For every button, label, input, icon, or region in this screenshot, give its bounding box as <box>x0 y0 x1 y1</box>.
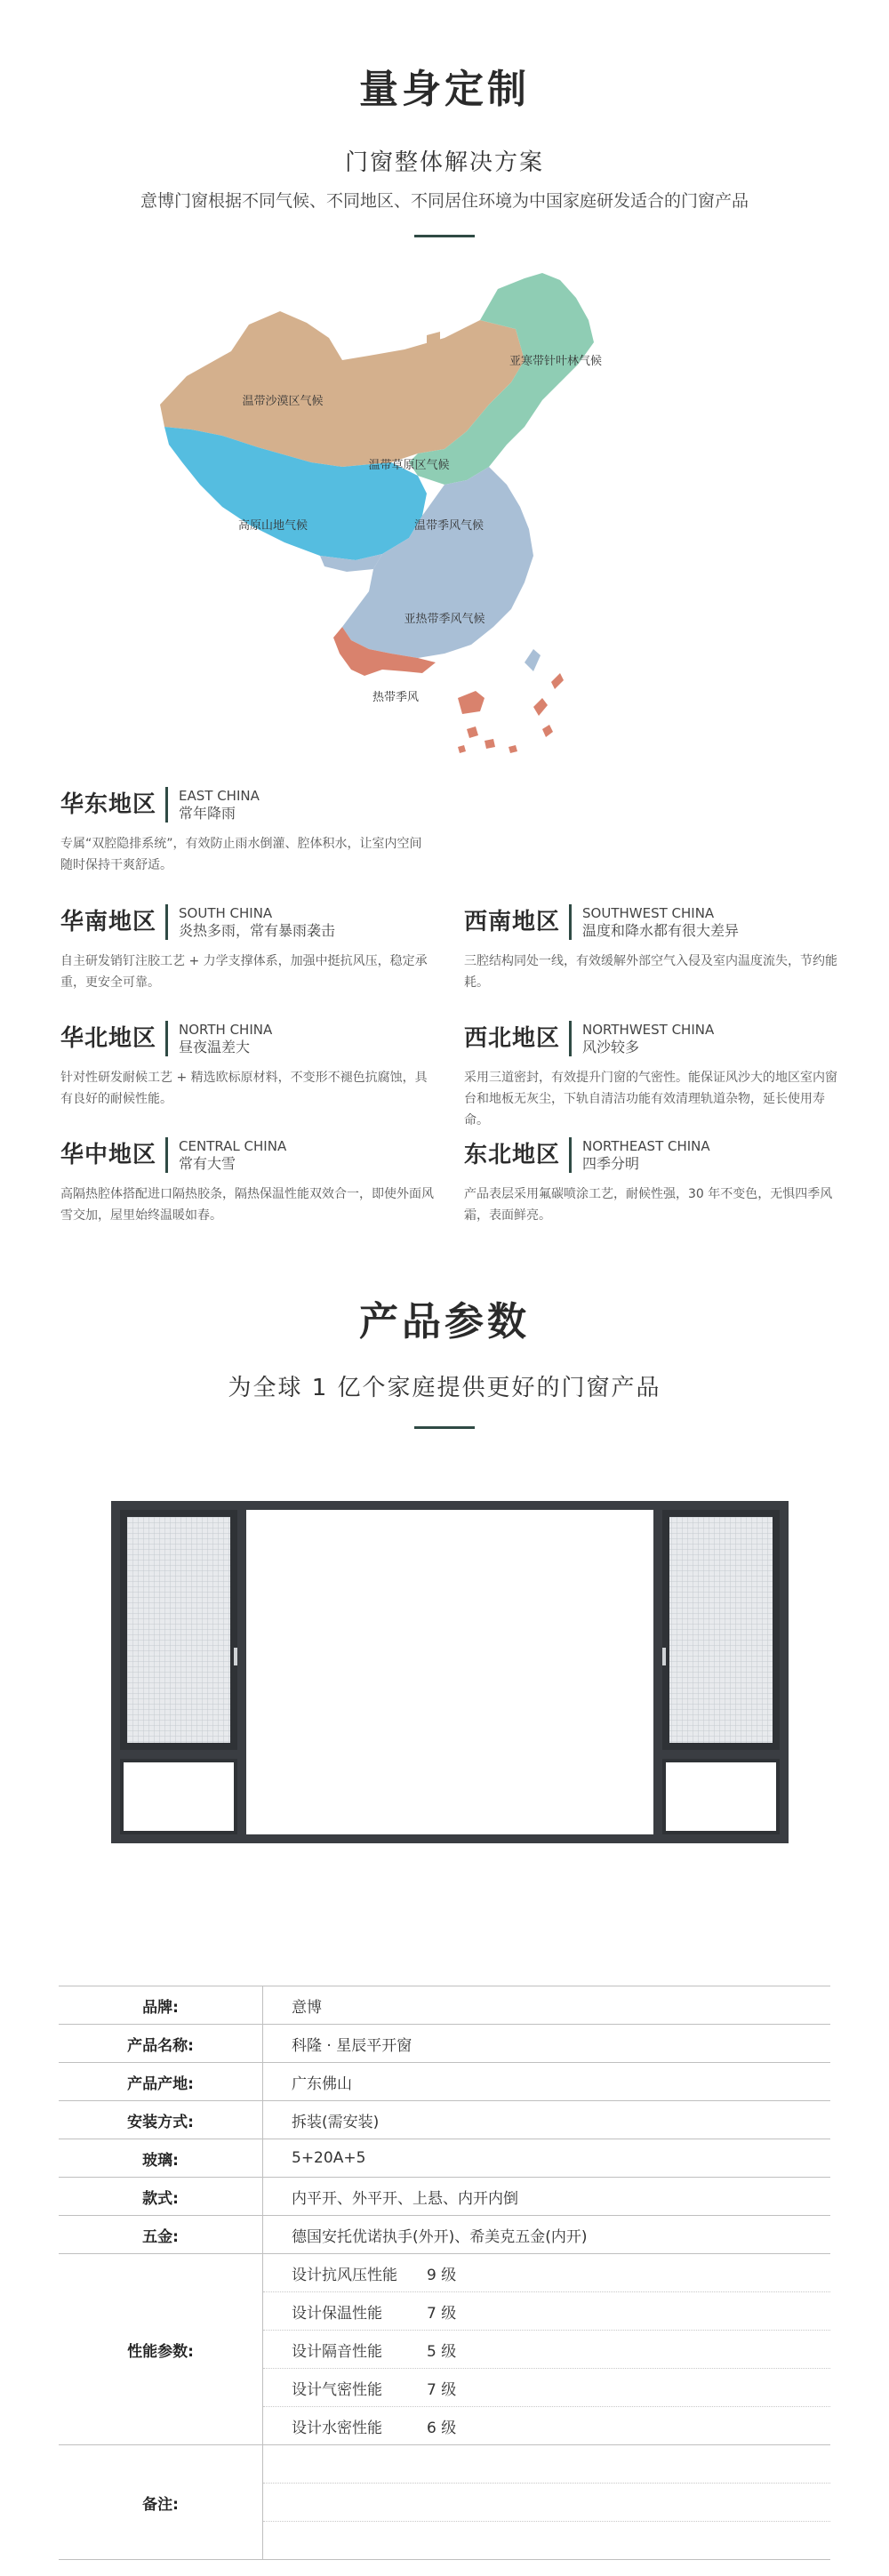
region-climate: 炎热多雨，常有暴雨袭击 <box>179 922 336 939</box>
china-climate-map <box>151 271 756 787</box>
spec-row-name <box>59 2025 830 2063</box>
region-en: CENTRAL CHINA <box>179 1138 287 1154</box>
spec-key: 产品名称: <box>59 2025 263 2063</box>
region-name: 西北地区 <box>464 1025 561 1052</box>
center-glass-pane <box>246 1510 653 1834</box>
region-divider <box>165 1137 168 1173</box>
perf-level: 7 级 <box>427 2380 457 2399</box>
region-divider <box>569 1021 572 1056</box>
region-name: 华南地区 <box>60 909 157 935</box>
zone-label-boreal: 亚寒带针叶林气候 <box>509 355 603 368</box>
region-climate: 风沙较多 <box>582 1039 640 1055</box>
region-name: 华东地区 <box>60 791 157 818</box>
zone-label-tropical: 热带季风 <box>372 691 420 704</box>
spec-value: 科隆 · 星辰平开窗 <box>263 2025 831 2063</box>
perf-item <box>263 2407 831 2445</box>
section-title-custom: 量身定制 <box>359 67 530 112</box>
region-climate: 常有大雪 <box>179 1155 236 1172</box>
spec-key: 品牌: <box>59 1986 263 2025</box>
remarks-line <box>263 2522 831 2560</box>
region-climate: 四季分明 <box>582 1155 640 1172</box>
perf-name: 设计水密性能 <box>292 2419 382 2437</box>
section2-subtitle: 为全球 1 亿个家庭提供更好的门窗产品 <box>228 1375 661 1401</box>
spec-row-style <box>59 2178 830 2216</box>
region-desc: 针对性研发耐候工艺 + 精选欧标原材料，不变形不褪色抗腐蚀，具有良好的耐候性能。 <box>60 1071 428 1106</box>
section-subtitle: 门窗整体解决方案 <box>344 149 544 176</box>
perf-level: 6 级 <box>427 2419 457 2437</box>
perf-item <box>263 2254 831 2292</box>
zone-label-plateau: 高原山地气候 <box>237 519 308 533</box>
region-divider <box>569 1137 572 1173</box>
spec-value: 意博 <box>263 1986 831 2025</box>
region-name: 华中地区 <box>60 1142 157 1168</box>
spec-row-install <box>59 2101 830 2139</box>
region-desc: 三腔结构同处一线，有效缓解外部空气入侵及室内温度流失，节约能耗。 <box>464 954 837 990</box>
region-desc: 采用三道密封，有效提升门窗的气密性。能保证风沙大的地区室内窗台和地板无灰尘，下轨自清洁功能有效清理轨道杂物，延长使用寿命。 <box>464 1071 837 1128</box>
spec-value: 广东佛山 <box>263 2063 831 2101</box>
spec-value: 内平开、外平开、上悬、内开内倒 <box>263 2178 831 2216</box>
region-name: 西南地区 <box>464 909 561 935</box>
spec-key: 玻璃: <box>59 2139 263 2178</box>
region-en: SOUTHWEST CHINA <box>582 905 715 921</box>
perf-name: 设计保温性能 <box>292 2304 382 2323</box>
spec-key: 性能参数: <box>59 2254 263 2445</box>
spec-key: 款式: <box>59 2178 263 2216</box>
window-product-image <box>111 1501 789 1843</box>
region-desc: 高隔热腔体搭配进口隔热胶条，隔热保温性能双效合一，即使外面风雪交加，屋里始终温暖如春。 <box>60 1187 434 1223</box>
spec-table <box>59 1986 830 2560</box>
spec-key: 五金: <box>59 2216 263 2254</box>
region-en: NORTH CHINA <box>179 1022 273 1038</box>
perf-item <box>263 2369 831 2407</box>
remarks-line <box>263 2445 831 2484</box>
title-divider <box>414 235 475 237</box>
spec-value: 5+20A+5 <box>263 2139 831 2178</box>
region-en: EAST CHINA <box>179 788 260 804</box>
region-divider <box>165 904 168 940</box>
region-en: SOUTH CHINA <box>179 905 273 921</box>
spec-key: 安装方式: <box>59 2101 263 2139</box>
right-lower-glass <box>666 1762 776 1831</box>
region-en: NORTHWEST CHINA <box>582 1022 715 1038</box>
perf-level: 5 级 <box>427 2342 457 2361</box>
title-divider-2 <box>414 1426 475 1429</box>
spec-key: 产品产地: <box>59 2063 263 2101</box>
region-climate: 温度和降水都有很大差异 <box>582 922 740 939</box>
perf-name: 设计气密性能 <box>292 2380 382 2399</box>
left-handle <box>234 1648 237 1665</box>
region-northwest-china <box>464 1021 837 1131</box>
region-central-china <box>60 1137 434 1226</box>
spec-row-origin <box>59 2063 830 2101</box>
section-title-params: 产品参数 <box>359 1299 530 1344</box>
left-lower-glass <box>124 1762 234 1831</box>
perf-name: 设计隔音性能 <box>292 2342 382 2361</box>
region-climate: 常年降雨 <box>179 805 236 822</box>
region-divider <box>569 904 572 940</box>
right-handle <box>662 1648 666 1665</box>
perf-item <box>263 2331 831 2369</box>
region-desc: 产品表层采用氟碳喷涂工艺，耐候性强，30 年不变色，无惧四季风霜，表面鲜亮。 <box>464 1187 833 1223</box>
region-climate: 昼夜温差大 <box>179 1039 251 1055</box>
region-divider <box>165 787 168 823</box>
remarks-line <box>263 2484 831 2522</box>
region-southwest-china <box>464 904 837 993</box>
spec-value: 德国安托优诺执手(外开)、希美克五金(内开) <box>263 2216 831 2254</box>
region-name: 华北地区 <box>60 1025 157 1052</box>
region-northeast-china <box>464 1137 837 1226</box>
perf-name: 设计抗风压性能 <box>292 2266 397 2284</box>
right-screen-pane <box>669 1517 773 1743</box>
zone-label-grassland: 温带草原区气候 <box>368 459 450 472</box>
spec-row-brand <box>59 1986 830 2025</box>
zone-label-temperate-monsoon: 温带季风气候 <box>413 519 485 533</box>
region-desc: 专属“双腔隐排系统”，有效防止雨水倒灌、腔体积水，让室内空间随时保持干爽舒适。 <box>60 837 422 872</box>
zone-label-desert: 温带沙漠区气候 <box>242 395 324 408</box>
region-south-china <box>60 904 434 993</box>
left-screen-pane <box>127 1517 230 1743</box>
region-north-china <box>60 1021 434 1110</box>
spec-row-hardware <box>59 2216 830 2254</box>
region-divider <box>165 1021 168 1056</box>
spec-row-performance <box>59 2254 830 2292</box>
zone-label-subtropical: 亚热带季风气候 <box>404 613 485 626</box>
region-name: 东北地区 <box>464 1142 561 1168</box>
perf-item <box>263 2292 831 2331</box>
spec-row-glass <box>59 2139 830 2178</box>
perf-level: 7 级 <box>427 2304 457 2323</box>
region-east-china <box>60 787 434 876</box>
region-en: NORTHEAST CHINA <box>582 1138 710 1154</box>
spec-key: 备注: <box>59 2445 263 2560</box>
section-description: 意博门窗根据不同气候、不同地区、不同居住环境为中国家庭研发适合的门窗产品 <box>140 191 749 211</box>
spec-value: 拆装(需安装) <box>263 2101 831 2139</box>
spec-row-remarks <box>59 2445 830 2484</box>
region-desc: 自主研发销钉注胶工艺 + 力学支撑体系，加强中挺抗风压，稳定承重，更安全可靠。 <box>60 954 428 990</box>
perf-level: 9 级 <box>427 2266 457 2284</box>
